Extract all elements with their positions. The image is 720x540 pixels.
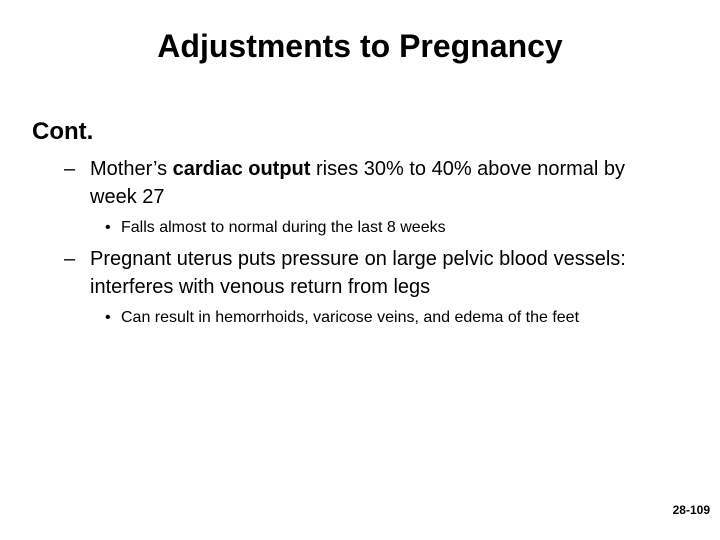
slide-heading: Cont.	[32, 118, 94, 145]
bullet-marker: •	[105, 219, 111, 236]
bullet-marker: •	[105, 309, 111, 326]
slide-title: Adjustments to Pregnancy	[157, 28, 563, 64]
dash-marker: –	[64, 158, 76, 180]
dash-marker: –	[64, 248, 76, 270]
sub-bullet-text: Can result in hemorrhoids, varicose veins, and edema of the feet	[121, 309, 580, 326]
bullet-text-bold: cardiac output	[172, 158, 311, 180]
sub-bullet-falls-to-normal	[105, 216, 685, 240]
bullet-text	[90, 155, 664, 211]
bullet-cardiac-output	[64, 155, 664, 211]
sub-bullet-hemorrhoids	[105, 306, 605, 330]
bullet-uterus-pressure	[64, 245, 684, 301]
bullet-text-pre: Mother’s	[90, 158, 173, 180]
slide-number: 28-109	[672, 503, 710, 517]
sub-bullet-text: Falls almost to normal during the last 8 weeks	[121, 219, 446, 236]
bullet-text-post: rises 30% to 40% above normal by week 27	[90, 158, 626, 208]
bullet-text: Pregnant uterus puts pressure on large pelvic blood vessels: interferes with venous return from legs	[90, 248, 626, 298]
